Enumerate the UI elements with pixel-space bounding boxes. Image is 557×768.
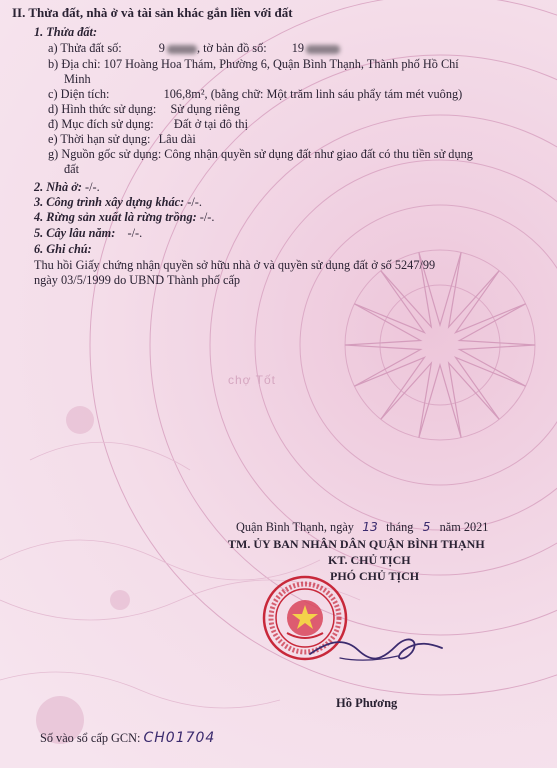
signing-place-prefix: Quận Bình Thạnh, ngày <box>236 520 354 534</box>
notes-line-1: Thu hồi Giấy chứng nhận quyền sở hữu nhà ở và quyền sử dụng đất ở số 5247/99 <box>34 258 436 272</box>
authority-line-1: TM. ỦY BAN NHÂN DÂN QUẬN BÌNH THẠNH <box>228 537 485 551</box>
certificate-number-value: CH01704 <box>143 730 216 746</box>
usage-form-label: d) Hình thức sử dụng: <box>48 102 157 116</box>
address-line-2: Minh <box>64 72 91 86</box>
signer-name: Hồ Phương <box>336 696 398 710</box>
authority-line-3: PHÓ CHỦ TỊCH <box>330 569 420 583</box>
usage-term-row <box>48 132 196 147</box>
authority-line-2: KT. CHỦ TỊCH <box>328 553 411 567</box>
forest-value: -/-. <box>199 210 215 224</box>
watermark-text: chợ Tốt <box>228 373 276 387</box>
certificate-number-row <box>40 731 215 746</box>
usage-term-label: e) Thời hạn sử dụng: <box>48 132 151 146</box>
construction-value: -/-. <box>187 195 202 209</box>
perennial-row <box>34 226 142 241</box>
notes-line-2: ngày 03/5/1999 do UBND Thành phố cấp <box>34 273 241 287</box>
house-row <box>34 180 100 195</box>
forest-row <box>34 210 214 225</box>
usage-form-value: Sử dụng riêng <box>170 102 240 116</box>
signing-place-date <box>236 520 488 535</box>
origin-line-1: g) Nguồn gốc sử dụng: Công nhận quyền sử dụng đất như giao đất có thu tiền sử dụng <box>48 147 473 161</box>
map-sheet-label: , tờ bản đồ số: <box>196 41 267 55</box>
construction-row <box>34 195 202 210</box>
perennial-label: 5. Cây lâu năm: <box>34 226 116 240</box>
redaction-mark <box>306 45 340 54</box>
parcel-number-label: a) Thửa đất số: <box>48 41 122 55</box>
signing-month-label: tháng <box>386 520 414 534</box>
signing-month: 5 <box>422 520 431 534</box>
section-title: II. Thửa đất, nhà ở và tài sản khác gắn liền với đất <box>12 5 293 20</box>
forest-label: 4. Rừng sản xuất là rừng trồng: <box>34 210 197 224</box>
signing-year: năm 2021 <box>439 520 489 534</box>
usage-form-row <box>48 102 240 117</box>
origin-line-2: đất <box>64 162 80 176</box>
house-label: 2. Nhà ở: <box>34 180 82 194</box>
map-sheet-value: 19 <box>291 41 305 55</box>
certificate-number-label: Số vào sổ cấp GCN: <box>40 731 141 745</box>
area-value: 106,8m², (bằng chữ: Một trăm linh sáu phẩy tám mét vuông) <box>163 87 463 101</box>
area-label: c) Diện tích: <box>48 87 110 101</box>
notes-label: 6. Ghi chú: <box>34 242 92 256</box>
redaction-mark <box>167 45 197 54</box>
perennial-value: -/-. <box>127 226 143 240</box>
parcel-number-row <box>48 41 340 56</box>
land-heading: 1. Thửa đất: <box>34 25 98 39</box>
usage-term-value: Lâu dài <box>158 132 196 146</box>
usage-purpose-label: đ) Mục đích sử dụng: <box>48 117 154 131</box>
house-value: -/-. <box>85 180 100 194</box>
parcel-number-value: 9 <box>158 41 165 55</box>
construction-label: 3. Công trình xây dựng khác: <box>34 195 185 209</box>
address-line-1: b) Địa chỉ: 107 Hoàng Hoa Thám, Phường 6, Quận Bình Thạnh, Thành phố Hồ Chí <box>48 57 459 71</box>
handwritten-signature <box>300 610 460 680</box>
usage-purpose-row <box>48 117 248 132</box>
signing-day: 13 <box>362 520 378 534</box>
usage-purpose-value: Đất ở tại đô thị <box>173 117 248 131</box>
area-row <box>48 87 462 102</box>
